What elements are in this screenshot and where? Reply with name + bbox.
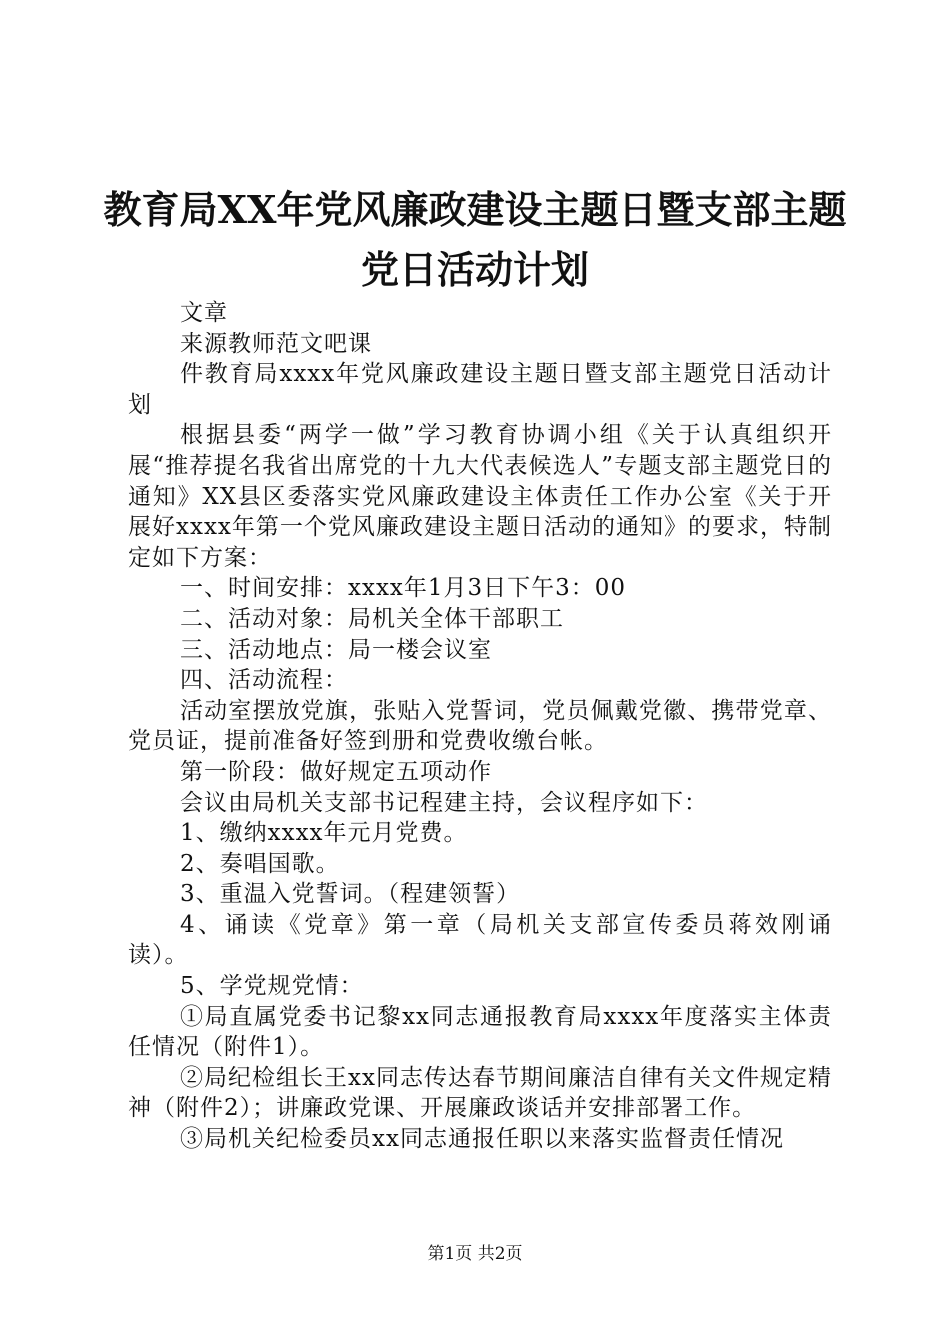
paragraph: 来源教师范文吧课 xyxy=(180,330,372,357)
paragraph: 2、奏唱国歌。 xyxy=(180,850,340,877)
paragraph: ①局直属党委书记黎xx同志通报教育局xxxx年度落实主体责任情况（附件1）。 xyxy=(128,1003,832,1061)
paragraph: 活动室摆放党旗，张贴入党誓词，党员佩戴党徽、携带党章、党员证，提前准备好签到册和党费收缴台帐。 xyxy=(128,697,832,755)
paragraph: ②局纪检组长王xx同志传达春节期间廉洁自律有关文件规定精神（附件2）；讲廉政党课、开展廉政谈话并安排部署工作。 xyxy=(128,1064,832,1122)
paragraph: 根据县委“两学一做”学习教育协调小组《关于认真组织开展“推荐提名我省出席党的十九大代表候选人”专题支部主题党日的通知》XX县区委落实党风廉政建设主体责任工作办公室《关于开展好xxxx年第一个党风廉政建设主题日活动的通知》的要求，特制定如下方案： xyxy=(128,422,832,571)
paragraph: 第一阶段：做好规定五项动作 xyxy=(180,758,492,785)
page-number-footer: 第1页 共2页 xyxy=(427,1244,523,1264)
document-title-line-1: 教育局XX年党风廉政建设主题日暨支部主题 xyxy=(103,187,847,232)
document-title-line-2: 党日活动计划 xyxy=(360,247,589,292)
paragraph: 5、学党规党情： xyxy=(180,973,364,1000)
paragraph: 会议由局机关支部书记程建主持，会议程序如下： xyxy=(180,789,708,816)
paragraph: 四、活动流程： xyxy=(180,667,348,694)
paragraph: 1、缴纳xxxx年元月党费。 xyxy=(180,820,468,847)
paragraph: ③局机关纪检委员xx同志通报任职以来落实监督责任情况 xyxy=(180,1126,784,1153)
paragraph: 二、活动对象：局机关全体干部职工 xyxy=(180,605,564,632)
paragraph: 件教育局xxxx年党风廉政建设主题日暨支部主题党日活动计划 xyxy=(128,361,832,418)
paragraph: 4、诵读《党章》第一章（局机关支部宣传委员蒋效刚诵读）。 xyxy=(128,911,832,969)
paragraph: 三、活动地点：局一楼会议室 xyxy=(180,636,492,663)
paragraph: 3、重温入党誓词。（程建领誓） xyxy=(180,881,521,908)
paragraph: 一、时间安排：xxxx年1月3日下午3：00 xyxy=(180,575,627,602)
paragraph: 文章 xyxy=(180,300,228,326)
document-body xyxy=(128,298,832,1155)
